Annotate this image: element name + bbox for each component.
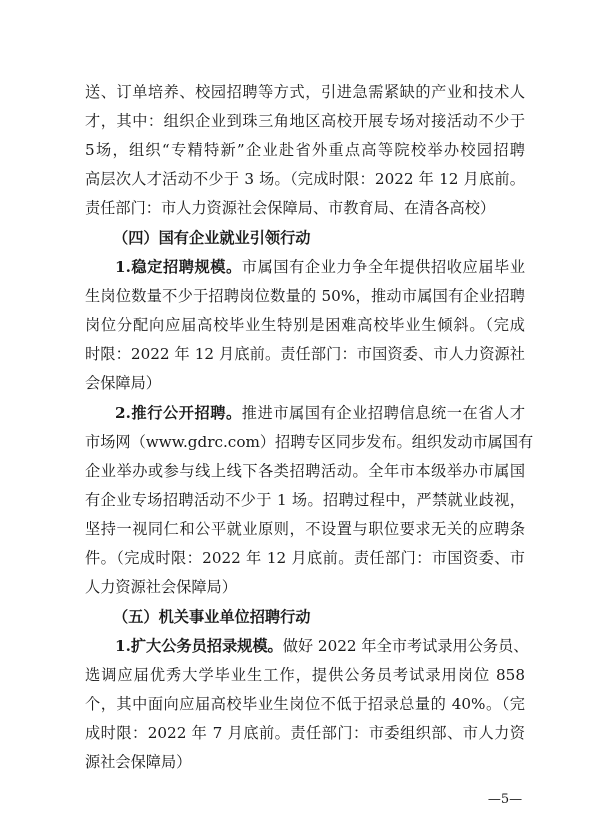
paragraph-line: 岗位分配向应届高校毕业生特别是困难高校毕业生倾斜。（完成 bbox=[85, 316, 525, 334]
item-text: 市属国有企业力争全年提供招收应届毕业 bbox=[241, 258, 525, 276]
paragraph-line: 会保障局） bbox=[85, 374, 161, 392]
paragraph-line: 成时限：2022 年 7 月底前。责任部门：市委组织部、市人力资 bbox=[85, 724, 525, 742]
paragraph-line: 件。（完成时限：2022 年 12 月底前。责任部门：市国资委、市 bbox=[85, 549, 525, 567]
paragraph-line: 个，其中面向应届高校毕业生岗位不低于招录总量的 40%。（完 bbox=[85, 695, 525, 713]
item-title: 1.稳定招聘规模。 bbox=[115, 258, 242, 276]
item-first-line bbox=[115, 632, 529, 660]
paragraph-line: 高层次人才活动不少于 3 场。（完成时限：2022 年 12 月底前。 bbox=[85, 170, 525, 188]
paragraph-line: 责任部门：市人力资源社会保障局、市教育局、在清各高校） bbox=[85, 199, 496, 217]
item-text: 推进市属国有企业招聘信息统一在省人才 bbox=[241, 404, 525, 422]
section-heading: （五）机关事业单位招聘行动 bbox=[113, 608, 311, 626]
item-first-line bbox=[115, 399, 525, 427]
paragraph-line: 5场，组织“专精特新”企业赴省外重点高等院校举办校园招聘 bbox=[85, 141, 525, 159]
paragraph-line: 生岗位数量不少于招聘岗位数量的 50%，推动市属国有企业招聘 bbox=[85, 287, 525, 305]
item-title: 2.推行公开招聘。 bbox=[115, 404, 242, 422]
paragraph-line: 选调应届优秀大学毕业生工作，提供公务员考试录用岗位 858 bbox=[85, 666, 525, 684]
paragraph-line: 市场网（www.gdrc.com）招聘专区同步发布。组织发动市属国有 bbox=[85, 433, 534, 451]
paragraph-line: 源社会保障局） bbox=[85, 753, 192, 771]
item-text: 做好 2022 年全市考试录用公务员、 bbox=[282, 637, 529, 655]
section-heading: （四）国有企业就业引领行动 bbox=[113, 229, 311, 247]
paragraph-line: 才，其中：组织企业到珠三角地区高校开展专场对接活动不少于 bbox=[85, 112, 525, 130]
item-title: 1.扩大公务员招录规模。 bbox=[115, 637, 283, 655]
paragraph-line: 坚持一视同仁和公平就业原则，不设置与职位要求无关的应聘条 bbox=[85, 520, 525, 538]
item-first-line bbox=[115, 253, 525, 281]
paragraph-line: 送、订单培养、校园招聘等方式，引进急需紧缺的产业和技术人 bbox=[85, 83, 525, 101]
paragraph-line: 企业举办或参与线上线下各类招聘活动。全年市本级举办市属国 bbox=[85, 462, 525, 480]
paragraph-line: 有企业专场招聘活动不少于 1 场。招聘过程中，严禁就业歧视， bbox=[85, 491, 525, 509]
page-number: —5— bbox=[487, 792, 523, 807]
paragraph-line: 时限：2022 年 12 月底前。责任部门：市国资委、市人力资源社 bbox=[85, 345, 525, 363]
paragraph-line: 人力资源社会保障局） bbox=[85, 578, 237, 596]
